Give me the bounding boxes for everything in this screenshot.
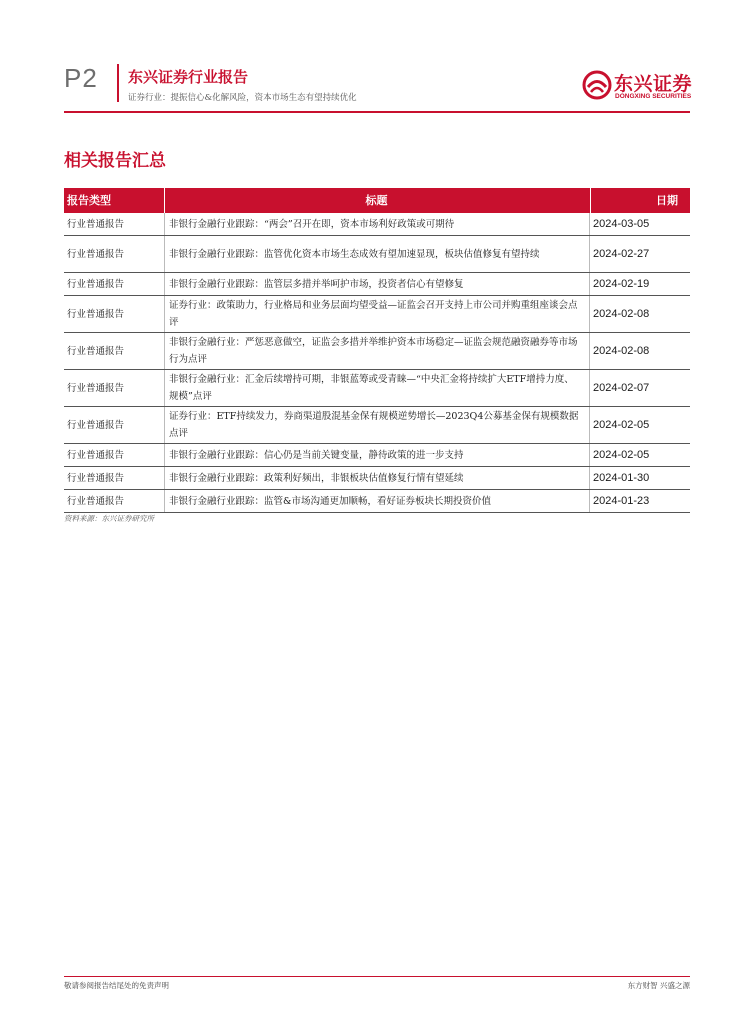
cell-type: 行业普通报告 bbox=[67, 278, 125, 290]
table-header bbox=[64, 188, 690, 213]
cell-title: 非银行金融行业跟踪：监管层多措并举呵护市场，投资者信心有望修复 bbox=[164, 273, 590, 295]
table-row bbox=[64, 296, 690, 333]
logo-text-cn: 东兴证券 bbox=[614, 73, 693, 95]
cell-title: 非银行金融行业跟踪：监管&市场沟通更加顺畅，看好证券板块长期投资价值 bbox=[164, 490, 590, 512]
cell-title: 非银行金融行业：严惩恶意做空，证监会多措并举维护资本市场稳定—证监会规范融资融券等市场行为点评 bbox=[164, 333, 590, 369]
source-note: 资料来源：东兴证券研究所 bbox=[64, 514, 154, 523]
column-header-title: 标题 bbox=[164, 188, 590, 213]
cell-title: 非银行金融行业跟踪：监管优化资本市场生态成效有望加速显现，板块估值修复有望持续 bbox=[164, 236, 590, 272]
cell-title: 证券行业：ETF持续发力，券商渠道股混基金保有规模逆势增长—2023Q4公募基金保有规模数据点评 bbox=[164, 407, 590, 443]
header-divider bbox=[117, 64, 119, 102]
footer-disclaimer: 敬请参阅报告结尾处的免责声明 bbox=[64, 981, 169, 990]
table-row bbox=[64, 273, 690, 296]
cell-type: 行业普通报告 bbox=[67, 308, 125, 320]
header-rule bbox=[64, 111, 690, 113]
cell-type: 行业普通报告 bbox=[67, 248, 125, 260]
table-row bbox=[64, 467, 690, 490]
cell-date: 2024-02-08 bbox=[593, 344, 650, 357]
cell-title: 非银行金融行业跟踪：政策利好频出，非银板块估值修复行情有望延续 bbox=[164, 467, 590, 489]
cell-type: 行业普通报告 bbox=[67, 382, 125, 394]
cell-title: 证券行业：政策助力，行业格局和业务层面均望受益—证监会召开支持上市公司并购重组座谈会点评 bbox=[164, 296, 590, 332]
report-subtitle: 证券行业：提振信心&化解风险，资本市场生态有望持续优化 bbox=[128, 93, 357, 103]
cell-date: 2024-01-23 bbox=[593, 494, 650, 507]
table-row bbox=[64, 213, 690, 236]
logo-emblem-icon bbox=[582, 70, 612, 100]
cell-date: 2024-02-19 bbox=[593, 277, 650, 290]
table-row bbox=[64, 490, 690, 513]
column-header-date: 日期 bbox=[590, 188, 690, 213]
table-row bbox=[64, 333, 690, 370]
cell-title: 非银行金融行业跟踪：信心仍是当前关键变量，静待政策的进一步支持 bbox=[164, 444, 590, 466]
page-header bbox=[0, 0, 755, 120]
cell-title: 非银行金融行业：汇金后续增持可期，非银蓝筹或受青睐—“中央汇金将持续扩大ETF增持力度、规模”点评 bbox=[164, 370, 590, 406]
related-reports-table bbox=[64, 188, 690, 513]
column-header-type: 报告类型 bbox=[67, 194, 111, 207]
cell-type: 行业普通报告 bbox=[67, 449, 125, 461]
cell-date: 2024-01-30 bbox=[593, 471, 650, 484]
cell-type: 行业普通报告 bbox=[67, 472, 125, 484]
section-title: 相关报告汇总 bbox=[64, 151, 166, 171]
cell-date: 2024-02-07 bbox=[593, 381, 650, 394]
cell-title: 非银行金融行业跟踪：“两会”召开在即，资本市场利好政策或可期待 bbox=[164, 213, 590, 235]
page-number: P2 bbox=[64, 63, 98, 93]
logo-text-en: DONGXING SECURITIES bbox=[615, 93, 692, 100]
cell-type: 行业普通报告 bbox=[67, 218, 125, 230]
table-row bbox=[64, 407, 690, 444]
cell-date: 2024-03-05 bbox=[593, 217, 650, 230]
cell-date: 2024-02-08 bbox=[593, 307, 650, 320]
table-row bbox=[64, 370, 690, 407]
cell-date: 2024-02-05 bbox=[593, 418, 650, 431]
cell-date: 2024-02-05 bbox=[593, 448, 650, 461]
cell-type: 行业普通报告 bbox=[67, 345, 125, 357]
footer-slogan: 东方财智 兴盛之源 bbox=[627, 981, 690, 990]
cell-date: 2024-02-27 bbox=[593, 247, 650, 260]
cell-type: 行业普通报告 bbox=[67, 419, 125, 431]
table-row bbox=[64, 236, 690, 273]
table-row bbox=[64, 444, 690, 467]
footer-rule bbox=[64, 976, 690, 977]
cell-type: 行业普通报告 bbox=[67, 495, 125, 507]
report-title: 东兴证券行业报告 bbox=[128, 68, 249, 86]
company-logo bbox=[582, 66, 702, 106]
